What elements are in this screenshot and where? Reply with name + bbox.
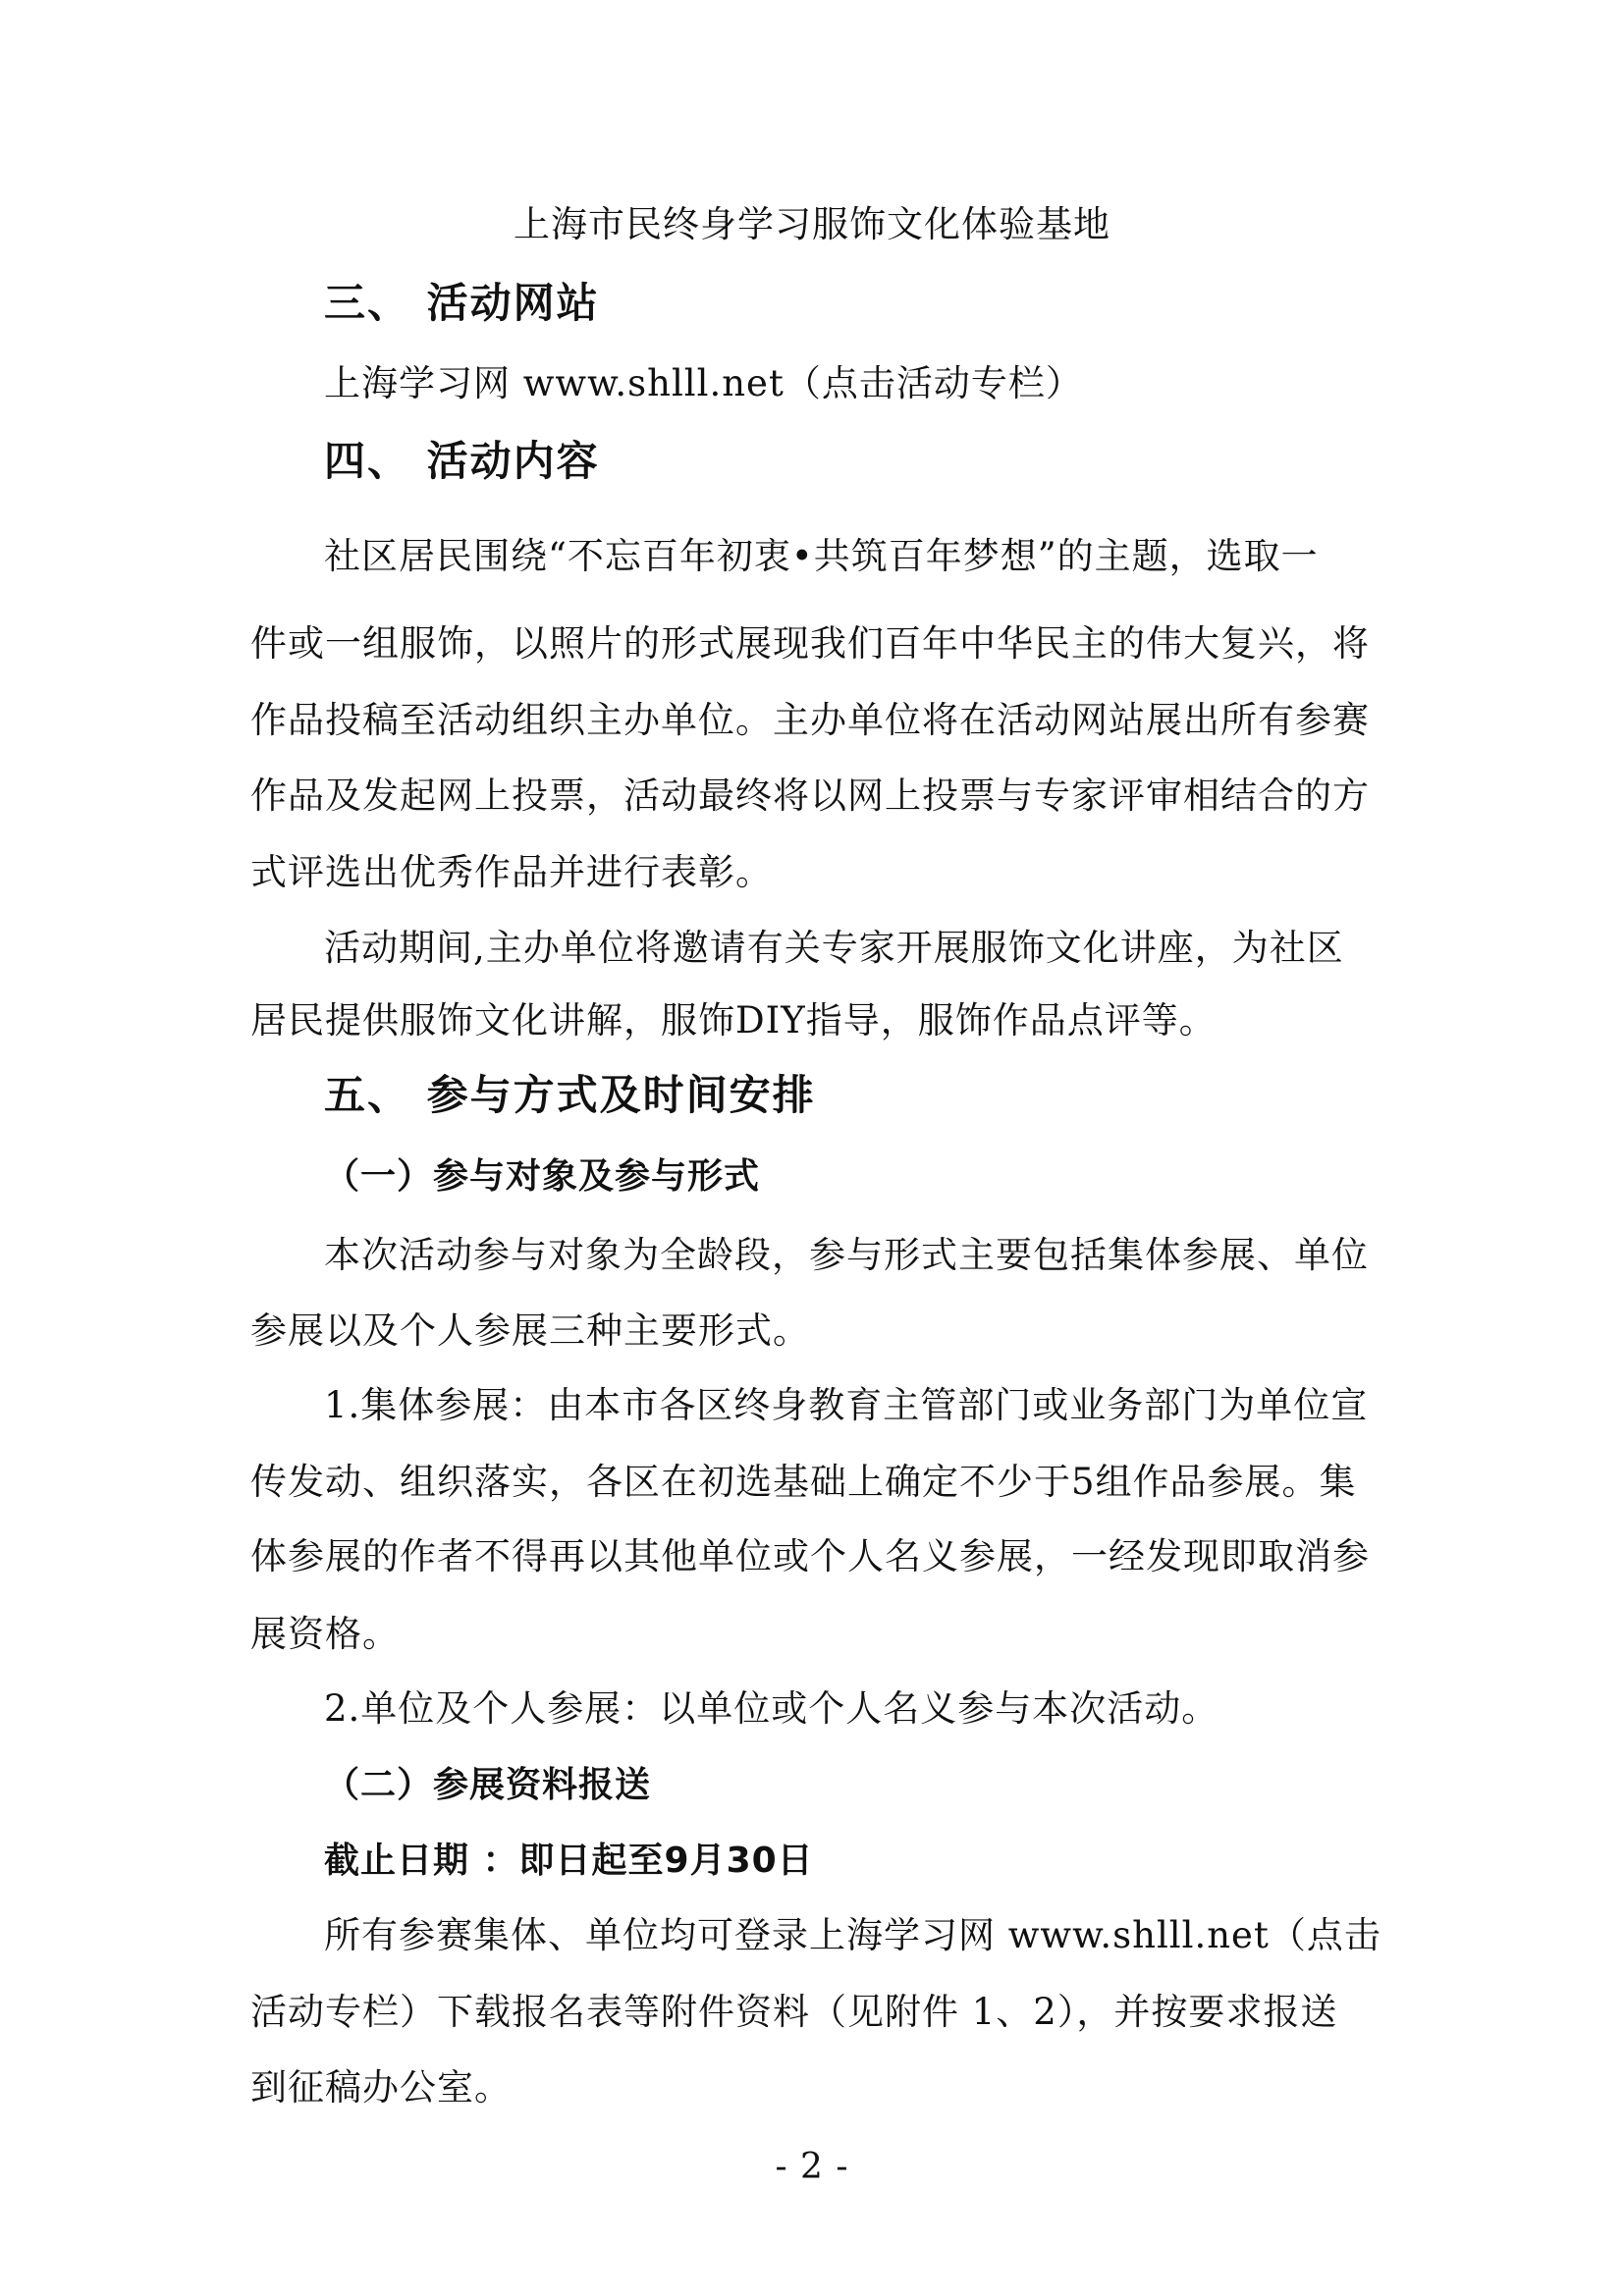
heading-activity-website: 三、 活动网站 (324, 279, 600, 327)
subheading-submission: （二）参展资料报送 (324, 1765, 652, 1805)
content-para-2-line-2: 居民提供服饰文化讲解，服饰DIY指导，服饰作品点评等。 (250, 999, 1217, 1041)
content-para-1-line-4: 作品及发起网上投票，活动最终将以网上投票与专家评审相结合的方 (250, 774, 1370, 817)
participants-line-2: 参展以及个人参展三种主要形式。 (250, 1309, 810, 1352)
website-text: 上海学习网 www.shlll.net（点击活动专栏） (324, 362, 1083, 404)
page-number: - 2 - (775, 2147, 849, 2187)
submission-line-1: 所有参赛集体、单位均可登录上海学习网 www.shlll.net（点击 (324, 1914, 1381, 1956)
group-entry-line-4: 展资格。 (250, 1613, 400, 1655)
group-entry-line-2: 传发动、组织落实，各区在初选基础上确定不少于5组作品参展。集 (250, 1461, 1357, 1503)
content-para-1-line-1: 社区居民围绕“不忘百年初衷•共筑百年梦想”的主题，选取一 (324, 535, 1319, 577)
content-para-2-line-1: 活动期间,主办单位将邀请有关专家开展服饰文化讲座，为社区 (324, 927, 1344, 969)
deadline: 截止日期 ：即日起至9月30日 (324, 1841, 814, 1881)
unit-individual-entry: 2.单位及个人参展：以单位或个人名义参与本次活动。 (324, 1687, 1219, 1730)
group-entry-line-3: 体参展的作者不得再以其他单位或个人名义参展，一经发现即取消参 (250, 1535, 1370, 1577)
submission-line-2: 活动专栏）下载报名表等附件资料（见附件 1、2），并按要求报送 (250, 1991, 1338, 2033)
heading-activity-content: 四、 活动内容 (324, 437, 600, 485)
line-host-org: 上海市民终身学习服饰文化体验基地 (514, 203, 1110, 245)
content-para-1-line-2: 件或一组服饰，以照片的形式展现我们百年中华民主的伟大复兴，将 (250, 622, 1370, 665)
content-para-1-line-3: 作品投稿至活动组织主办单位。主办单位将在活动网站展出所有参赛 (250, 699, 1370, 741)
content-para-1-line-5: 式评选出优秀作品并进行表彰。 (250, 851, 773, 893)
submission-line-3: 到征稿办公室。 (250, 2066, 512, 2109)
group-entry-line-1: 1.集体参展：由本市各区终身教育主管部门或业务部门为单位宣 (324, 1384, 1369, 1426)
participants-line-1: 本次活动参与对象为全龄段，参与形式主要包括集体参展、单位 (324, 1234, 1369, 1276)
heading-participation: 五、 参与方式及时间安排 (324, 1071, 816, 1119)
subheading-participants: （一）参与对象及参与形式 (324, 1156, 761, 1197)
